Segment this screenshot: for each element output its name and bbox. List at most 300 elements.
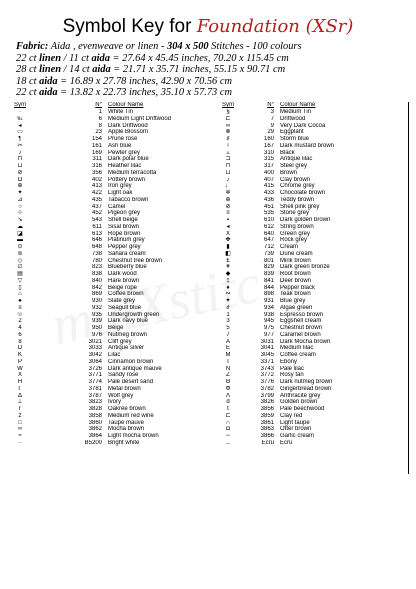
colour-name-cell: Prune rose [108, 136, 138, 142]
table-row [208, 217, 408, 224]
colour-name-cell: Medium terracotta [108, 169, 157, 176]
number-cell: 801 [263, 257, 274, 264]
colour-name-cell: Blue grey [280, 298, 306, 304]
colour-name-cell: Black [280, 149, 295, 156]
symbol-cell: ☁ [17, 223, 23, 230]
symbol-cell: ∅ [17, 264, 23, 271]
colour-name-cell: Antique silver [108, 345, 145, 352]
number-cell: 613 [91, 230, 102, 237]
symbol-cell: ♯ [226, 136, 230, 142]
colour-name-cell: Pigeon grey [108, 210, 141, 217]
colour-name-cell: Dark Mocha brown [280, 338, 331, 345]
table-row [208, 190, 408, 197]
symbol-cell: ‡ [226, 277, 230, 284]
number-cell: 311 [92, 156, 102, 163]
symbol-cell: M [225, 352, 231, 358]
colour-name-cell: Golden brown [280, 399, 318, 406]
table-row [208, 204, 408, 211]
symbol-cell: ∾ [225, 291, 231, 298]
symbol-cell: ⊔ [225, 169, 231, 176]
table-row [208, 386, 408, 393]
colour-name-cell: Cliff grey [108, 338, 132, 345]
symbol-cell: N [225, 365, 231, 372]
number-cell: 315 [263, 156, 274, 163]
number-cell: B5200 [84, 439, 102, 446]
symbol-cell: P [17, 358, 22, 365]
symbol-cell: ◂ [18, 122, 22, 129]
number-cell: 8 [98, 122, 102, 129]
number-cell: 3864 [88, 433, 102, 439]
table-row [0, 413, 208, 420]
colour-name-cell: Beige [108, 325, 124, 331]
number-cell: 823 [91, 264, 102, 271]
colour-name-cell: Chestnut tree brown [108, 257, 163, 264]
number-cell: 543 [91, 217, 102, 223]
colour-name-cell: Taupe mauve [108, 419, 145, 426]
number-cell: 829 [263, 264, 274, 271]
symbol-cell: Φ [225, 385, 231, 392]
colour-name-cell: Light mocha brown [108, 433, 159, 439]
number-cell: 938 [263, 311, 274, 318]
table-row [208, 285, 408, 292]
colour-name-cell: White Tin [108, 109, 134, 115]
table-row [208, 345, 408, 352]
count-a: 22 ct [16, 52, 40, 64]
colour-name-cell: Tabacco brown [108, 196, 149, 203]
number-cell: 739 [263, 250, 274, 257]
table-row [208, 339, 408, 346]
symbol-cell: ◧ [225, 250, 231, 257]
colour-name-cell: Blueberry blue [108, 264, 147, 271]
number-cell: 780 [91, 257, 102, 264]
symbol-table-left [0, 102, 208, 447]
table-row [208, 177, 408, 184]
number-cell: 646 [91, 237, 102, 244]
table-row [0, 170, 208, 177]
colour-name-cell: Clay brown [280, 176, 311, 183]
number-cell: 3021 [88, 338, 102, 345]
number-cell: 842 [91, 284, 102, 291]
table-row [208, 298, 408, 305]
table-row [208, 197, 408, 204]
number-cell: 932 [91, 304, 102, 311]
colour-name-cell: Dark nutmeg brown [280, 379, 333, 385]
table-row [208, 278, 408, 285]
count-b: / 11 ct [61, 52, 92, 64]
colour-name-cell: Root brown [280, 271, 311, 277]
number-cell: 3041 [260, 345, 274, 352]
colour-name-cell: Mocha brown [108, 426, 145, 433]
fabric-line-1 [16, 41, 414, 53]
table-row [0, 406, 208, 413]
table-row [208, 366, 408, 373]
symbol-cell: ⊙ [17, 244, 23, 250]
symbol-cell: ♮ [226, 142, 230, 149]
table-row [208, 332, 408, 339]
colour-name-cell: Otter brown [280, 426, 312, 433]
symbol-cell: ◘ [226, 426, 230, 433]
table-row [208, 291, 408, 298]
symbol-cell: X [225, 230, 230, 237]
table-row [0, 156, 208, 163]
table-row [0, 386, 208, 393]
number-cell: 939 [91, 318, 102, 325]
table-row [0, 393, 208, 400]
colour-name-cell: Dark antique mauve [108, 365, 162, 372]
table-row [0, 109, 208, 116]
table-row [0, 285, 208, 292]
table-row [0, 150, 208, 157]
colour-name-cell: String brown [280, 223, 314, 230]
table-row [208, 224, 408, 231]
colour-name-cell: Pale beechwood [280, 406, 325, 412]
symbol-cell: ☉ [17, 311, 23, 318]
stitch-size: 304 x 500 [167, 41, 209, 52]
colour-name-cell: Ebony [280, 358, 298, 365]
table-row [208, 420, 408, 427]
colour-name-cell: Sahara cream [108, 250, 146, 257]
number-cell: 415 [263, 183, 274, 190]
symbol-cell: ⊕ [17, 183, 23, 190]
colour-name-cell: Rock grey [280, 237, 308, 244]
number-cell: 610 [263, 217, 274, 223]
number-cell: Ecru [261, 439, 274, 446]
colour-name-cell: Pewter grey [108, 149, 141, 156]
symbol-cell: ⌂ [18, 291, 22, 298]
table-row [0, 352, 208, 359]
symbol-cell: A [225, 338, 230, 345]
symbol-cell: ◪ [17, 230, 23, 237]
dimensions: = 27.64 x 45.45 inches, 70.20 x 115.45 cm [109, 52, 289, 64]
colour-name-cell: Dark golden brown [280, 217, 331, 223]
colour-name-cell: Oakree brown [108, 406, 146, 412]
number-cell: 1 [98, 109, 102, 115]
number-cell: 3823 [88, 399, 102, 406]
number-cell: 9 [270, 122, 274, 129]
symbol-cell: H [17, 379, 23, 385]
symbol-cell: E [225, 345, 230, 352]
table-row [208, 143, 408, 150]
table-header [208, 102, 408, 109]
table-row [208, 210, 408, 217]
symbol-cell: ⊘ [17, 169, 23, 176]
colour-name-cell: Driftwood [280, 115, 306, 122]
symbol-cell: ⊔ [17, 163, 23, 169]
table-row [208, 129, 408, 136]
colour-name-cell: Eggplant [280, 129, 304, 136]
symbol-cell: ·· [18, 439, 22, 446]
table-row [208, 109, 408, 116]
symbol-cell: 5 [226, 325, 230, 331]
colour-name-cell: Sandy rose [108, 372, 139, 379]
fabric-type: linen [39, 64, 62, 76]
table-row [0, 264, 208, 271]
colour-name-cell: Medium lilac [280, 345, 314, 352]
colour-name-cell: Slate grey [108, 298, 136, 304]
symbol-cell: 4 [18, 325, 22, 331]
symbol-cell: 6 [18, 331, 22, 338]
number-cell: 945 [263, 318, 274, 325]
table-border [408, 102, 409, 474]
symbol-cell: ℡ [16, 115, 24, 122]
table-row [0, 426, 208, 433]
table-row [0, 420, 208, 427]
number-cell: 169 [91, 149, 102, 156]
table-row [0, 332, 208, 339]
symbol-cell: Δ [17, 392, 22, 399]
symbol-cell: ‥ [225, 439, 230, 446]
table-row [0, 271, 208, 278]
number-cell: 840 [91, 277, 102, 284]
number-cell: 3371 [260, 358, 274, 365]
number-cell: 975 [263, 325, 274, 331]
symbol-cell: ♪ [226, 176, 230, 183]
colour-name-cell: Medium Tin [280, 109, 312, 115]
colour-name-cell: Medium Light Driftwood [108, 115, 172, 122]
table-row [208, 440, 408, 447]
table-row [208, 305, 408, 312]
colour-name-cell: Dark wood [108, 271, 137, 277]
number-cell: 535 [263, 210, 274, 217]
number-cell: 648 [91, 244, 102, 250]
symbol-cell: ⊓ [225, 163, 231, 169]
table-row [208, 251, 408, 258]
symbol-cell: ∽ [225, 433, 231, 439]
symbol-cell: ♦ [226, 284, 230, 291]
table-row [0, 339, 208, 346]
colour-name-cell: Stone grey [280, 210, 310, 217]
colour-name-cell: Pepper black [280, 284, 316, 291]
number-cell: 838 [91, 271, 102, 277]
colour-name-cell: Anthracite grey [280, 392, 321, 399]
symbol-cell: ✲ [225, 190, 231, 196]
colour-name-cell: Rosy tan [280, 372, 304, 379]
symbol-cell: ▭ [17, 129, 23, 136]
table-row [208, 237, 408, 244]
table-row [0, 143, 208, 150]
number-cell: 3862 [88, 426, 102, 433]
symbol-cell: ⊹ [17, 210, 23, 217]
symbol-cell: ≈ [18, 433, 22, 439]
number-cell: 976 [91, 331, 102, 338]
number-cell: 310 [263, 149, 274, 156]
number-cell: 640 [263, 230, 274, 237]
table-body [0, 109, 208, 447]
colour-name-cell: Chocolate brown [280, 190, 326, 196]
symbol-cell: z [18, 412, 22, 419]
header-name: Colour Name [280, 102, 316, 108]
symbol-cell: ▬ [17, 237, 23, 244]
fabric-line-5 [16, 87, 414, 99]
table-row [0, 372, 208, 379]
number-cell: 433 [263, 190, 274, 196]
symbol-cell: d [226, 399, 230, 406]
table-header [0, 102, 208, 109]
symbol-cell: ≡ [18, 304, 22, 311]
table-row [0, 177, 208, 184]
table-row [208, 163, 408, 170]
number-cell: 3866 [260, 433, 274, 439]
symbol-cell: Ω [17, 176, 23, 183]
colour-name-cell: Dark polar blue [108, 156, 149, 163]
table-row [208, 318, 408, 325]
number-cell: 611 [92, 223, 102, 230]
table-row [208, 123, 408, 130]
fabric-line-3 [16, 64, 414, 76]
colour-name-cell: Eggshell cream [280, 318, 322, 325]
colour-name-cell: Shell beige [108, 217, 138, 223]
symbol-cell: ✦ [225, 298, 231, 304]
colour-name-cell: Green grey [280, 230, 311, 237]
table-row [0, 210, 208, 217]
colour-name-cell: Hare brown [108, 277, 140, 284]
colour-name-cell: Camel [108, 203, 126, 210]
number-cell: 356 [91, 169, 102, 176]
symbol-cell: ⊥ [17, 399, 23, 406]
table-row [208, 393, 408, 400]
title-prefix: Symbol Key for [62, 16, 197, 37]
table-row [208, 271, 408, 278]
table-row [0, 190, 208, 197]
symbol-cell: 8 [18, 338, 22, 345]
colour-name-cell: Algae green [280, 304, 313, 311]
table-row [0, 278, 208, 285]
colour-name-cell: Antique lilac [280, 156, 313, 163]
symbol-cell: W [17, 365, 23, 372]
number-cell: 647 [263, 237, 274, 244]
symbol-cell: Z [226, 372, 230, 379]
symbol-cell: D [17, 345, 23, 352]
table-row [0, 298, 208, 305]
symbol-cell: ⊏ [225, 412, 231, 419]
header-sym: Sym [14, 102, 26, 108]
table-row [0, 325, 208, 332]
table-row [0, 237, 208, 244]
number-cell: 738 [91, 250, 102, 257]
number-cell: 841 [263, 277, 274, 284]
symbol-cell: ▤ [17, 271, 23, 277]
table-row [208, 379, 408, 386]
number-cell: 3858 [88, 412, 102, 419]
symbol-cell: ∞ [225, 122, 231, 129]
colour-name-cell: Apple Blossom [108, 129, 149, 136]
colour-name-cell: Coffee brown [108, 291, 144, 298]
colour-name-cell: Pale lilac [280, 365, 305, 372]
count-a: 22 ct [16, 87, 40, 99]
stitch-count: Stitches - 100 colours [208, 41, 302, 52]
colour-name-cell: Chrome grey [280, 183, 315, 190]
number-cell: 402 [91, 176, 102, 183]
colour-name-cell: Brown [280, 169, 298, 176]
table-row [0, 129, 208, 136]
fabric-type: aida [92, 64, 111, 76]
number-cell: 3826 [260, 399, 274, 406]
table-row [208, 325, 408, 332]
number-cell: 23 [95, 129, 102, 136]
table-row [0, 345, 208, 352]
number-cell: 934 [263, 304, 274, 311]
number-cell: 6 [98, 115, 102, 122]
symbol-cell: 3 [226, 318, 230, 325]
symbol-cell: ▽ [17, 277, 23, 284]
number-cell: 930 [91, 298, 102, 304]
colour-name-cell: Caramel brown [280, 331, 321, 338]
colour-name-cell: Dark green bronze [280, 264, 330, 271]
number-cell: 950 [91, 325, 102, 331]
number-cell: 29 [267, 129, 274, 136]
fabric-info [16, 41, 414, 99]
symbol-cell: · [19, 109, 21, 115]
colour-name-cell: Wolf grey [108, 392, 134, 399]
symbol-cell: ≋ [17, 250, 23, 257]
colour-name-cell: Very Dark Cocoa [280, 122, 326, 129]
table-row [208, 352, 408, 359]
table-row [208, 183, 408, 190]
count-a: 18 ct [16, 75, 40, 87]
number-cell: 898 [263, 291, 274, 298]
table-row [208, 150, 408, 157]
count-a: 28 ct [16, 64, 40, 76]
symbol-cell: ▵ [226, 149, 230, 156]
symbol-cell: ≡ [226, 210, 230, 217]
table-row [0, 399, 208, 406]
table-row [0, 163, 208, 170]
number-cell: 3856 [260, 406, 274, 412]
colour-name-cell: Gingerbread brown [280, 385, 332, 392]
number-cell: 3064 [88, 358, 102, 365]
colour-name-cell: Dark mustard brown [280, 142, 335, 149]
symbol-cell: ○ [18, 203, 22, 210]
number-cell: 3 [270, 109, 274, 115]
symbol-cell: ⊓ [17, 156, 23, 163]
colour-name-cell: Beige rope [108, 284, 138, 291]
table-row [0, 251, 208, 258]
colour-name-cell: Dune cream [280, 250, 313, 257]
header-name: Colour Name [108, 102, 144, 108]
colour-name-cell: Mink brown [280, 257, 311, 264]
number-cell: 3776 [260, 379, 274, 385]
table-row [0, 224, 208, 231]
table-row [0, 197, 208, 204]
colour-name-cell: Steel grey [280, 163, 308, 169]
number-cell: 3033 [88, 345, 102, 352]
table-row [208, 170, 408, 177]
number-cell: 3031 [260, 338, 274, 345]
number-cell: 3771 [88, 372, 102, 379]
colour-name-cell: Ivory [108, 399, 122, 406]
table-row [208, 413, 408, 420]
symbol-cell: r [19, 406, 21, 412]
colour-name-cell: Light oak [108, 190, 133, 196]
number-cell: 712 [263, 244, 274, 250]
number-cell: 931 [263, 298, 274, 304]
symbol-cell: X [17, 372, 22, 379]
colour-name-cell: Espresso brown [280, 311, 324, 318]
colour-name-cell: Pale desert sand [108, 379, 154, 385]
number-cell: 3726 [88, 365, 102, 372]
symbol-cell: ⊐ [225, 156, 231, 163]
header-num: N° [267, 102, 274, 108]
colour-name-cell: Cinnamon brown [108, 358, 154, 365]
table-row [0, 440, 208, 447]
number-cell: 3772 [260, 372, 274, 379]
table-row [208, 433, 408, 440]
number-cell: 437 [91, 203, 102, 210]
colour-name-cell: Dark Driftwood [108, 122, 148, 129]
symbol-cell: ♪ [18, 149, 22, 156]
colour-name-cell: Platinum grey [108, 237, 145, 244]
symbol-cell: £ [226, 257, 230, 264]
